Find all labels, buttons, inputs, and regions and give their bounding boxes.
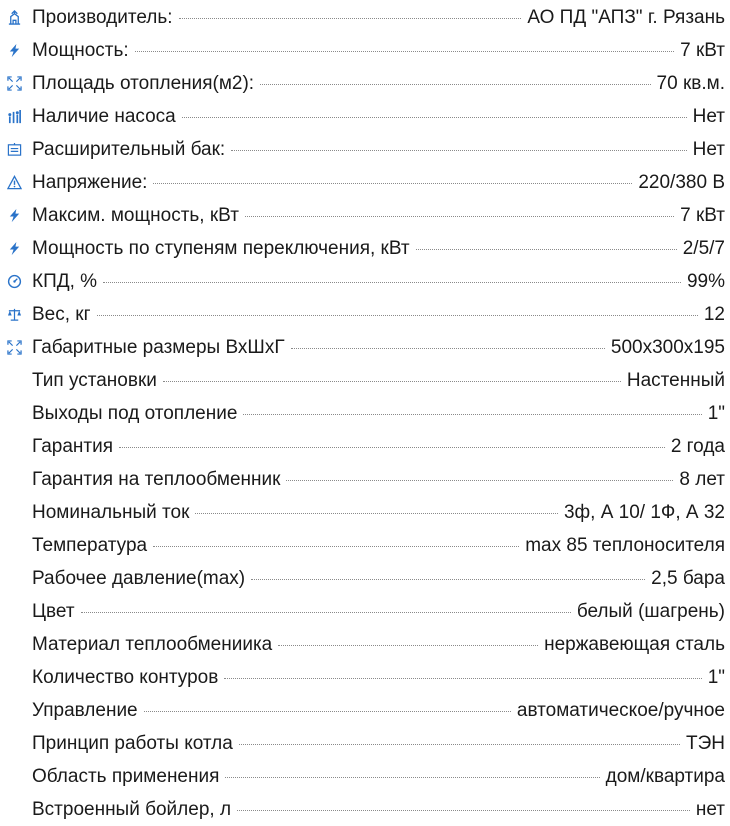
- spec-row: [0, 793, 730, 826]
- spec-row: [0, 133, 730, 166]
- spec-row: [0, 694, 730, 727]
- spec-row: [0, 628, 730, 661]
- dotted-leader: [153, 183, 632, 184]
- spec-value: Нет: [692, 106, 725, 127]
- dotted-leader: [237, 810, 690, 811]
- spec-row: [0, 496, 730, 529]
- dotted-leader: [224, 678, 701, 679]
- dotted-leader: [135, 51, 674, 52]
- expansion-tank-icon: [6, 142, 22, 158]
- dotted-leader: [231, 150, 686, 151]
- dotted-leader: [153, 546, 519, 547]
- dotted-leader: [260, 84, 650, 85]
- dotted-leader: [286, 480, 673, 481]
- spec-value: 1": [707, 403, 725, 424]
- spec-value: 2,5 бара: [651, 568, 725, 589]
- spec-row: [0, 199, 730, 232]
- spec-row: [0, 529, 730, 562]
- spec-label: Максим. мощность, кВт: [32, 205, 239, 226]
- lightning-icon: [6, 208, 22, 224]
- dotted-leader: [195, 513, 558, 514]
- spec-value: белый (шагрень): [576, 601, 725, 622]
- spec-row: [0, 463, 730, 496]
- spec-row: [0, 67, 730, 100]
- spec-value: 8 лет: [679, 469, 725, 490]
- spec-label: Расширительный бак:: [32, 139, 226, 160]
- dotted-leader: [97, 315, 698, 316]
- efficiency-gauge-icon: [6, 274, 22, 290]
- dotted-leader: [225, 777, 599, 778]
- dotted-leader: [278, 645, 538, 646]
- spec-row: [0, 661, 730, 694]
- dotted-leader: [416, 249, 677, 250]
- spec-value: Настенный: [626, 370, 725, 391]
- spec-value: 3ф, А 10/ 1Ф, А 32: [563, 502, 725, 523]
- spec-row: [0, 727, 730, 760]
- spec-value: нержавеющая сталь: [544, 634, 725, 655]
- spec-value: 12: [703, 304, 725, 325]
- spec-label: Гарантия: [32, 436, 114, 457]
- spec-label: Управление: [32, 700, 138, 721]
- spec-label: Температура: [32, 535, 148, 556]
- spec-value: 7 кВт: [680, 205, 725, 226]
- dotted-leader: [239, 744, 680, 745]
- spec-label: Мощность по ступеням переключения, кВт: [32, 238, 410, 259]
- pump-icon: [6, 109, 22, 125]
- spec-value: 7 кВт: [680, 40, 725, 61]
- spec-value: дом/квартира: [605, 766, 725, 787]
- spec-value: max 85 теплоносителя: [525, 535, 725, 556]
- spec-label: Площадь отопления(м2):: [32, 73, 255, 94]
- spec-row: [0, 331, 730, 364]
- spec-label: Принцип работы котла: [32, 733, 233, 754]
- dotted-leader: [103, 282, 681, 283]
- spec-label: Цвет: [32, 601, 75, 622]
- spec-value: 70 кв.м.: [656, 73, 725, 94]
- spec-label: Область применения: [32, 766, 220, 787]
- spec-row: [0, 1, 730, 34]
- spec-value: 99%: [686, 271, 725, 292]
- spec-row: [0, 232, 730, 265]
- spec-row: [0, 595, 730, 628]
- expand-area-icon: [6, 340, 22, 356]
- dotted-leader: [291, 348, 605, 349]
- spec-label: Номинальный ток: [32, 502, 190, 523]
- spec-value: 500x300x195: [610, 337, 725, 358]
- dotted-leader: [119, 447, 665, 448]
- manufacturer-icon: [6, 10, 22, 26]
- spec-row: [0, 562, 730, 595]
- lightning-icon: [6, 43, 22, 59]
- spec-label: Мощность:: [32, 40, 129, 61]
- spec-label: Выходы под отопление: [32, 403, 238, 424]
- spec-row: [0, 34, 730, 67]
- spec-row: [0, 760, 730, 793]
- spec-value: 220/380 В: [638, 172, 725, 193]
- spec-row: [0, 166, 730, 199]
- expand-area-icon: [6, 76, 22, 92]
- spec-label: Рабочее давление(max): [32, 568, 246, 589]
- voltage-warning-icon: [6, 175, 22, 191]
- dotted-leader: [245, 216, 674, 217]
- dotted-leader: [163, 381, 621, 382]
- spec-row: [0, 100, 730, 133]
- spec-label: Наличие насоса: [32, 106, 176, 127]
- dotted-leader: [182, 117, 687, 118]
- spec-value: Нет: [692, 139, 725, 160]
- spec-label: КПД, %: [32, 271, 98, 292]
- dotted-leader: [81, 612, 571, 613]
- spec-row: [0, 430, 730, 463]
- spec-value: 1": [707, 667, 725, 688]
- scales-icon: [6, 307, 22, 323]
- spec-label: Количество контуров: [32, 667, 219, 688]
- spec-value: автоматическое/ручное: [516, 700, 725, 721]
- spec-label: Встроенный бойлер, л: [32, 799, 232, 820]
- spec-label: Тип установки: [32, 370, 157, 391]
- dotted-leader: [179, 18, 522, 19]
- spec-label: Габаритные размеры ВхШхГ: [32, 337, 285, 358]
- spec-label: Вес, кг: [32, 304, 91, 325]
- spec-label: Материал теплообмениика: [32, 634, 273, 655]
- spec-row: [0, 298, 730, 331]
- spec-label: Гарантия на теплообменник: [32, 469, 281, 490]
- spec-value: АО ПД "АПЗ" г. Рязань: [527, 7, 725, 28]
- spec-label: Производитель:: [32, 7, 173, 28]
- spec-row: [0, 265, 730, 298]
- spec-row: [0, 397, 730, 430]
- spec-row: [0, 364, 730, 397]
- dotted-leader: [251, 579, 645, 580]
- spec-value: 2 года: [670, 436, 725, 457]
- spec-value: 2/5/7: [682, 238, 725, 259]
- spec-label: Напряжение:: [32, 172, 148, 193]
- lightning-icon: [6, 241, 22, 257]
- spec-value: ТЭН: [686, 733, 725, 754]
- dotted-leader: [243, 414, 701, 415]
- dotted-leader: [144, 711, 511, 712]
- spec-value: нет: [695, 799, 725, 820]
